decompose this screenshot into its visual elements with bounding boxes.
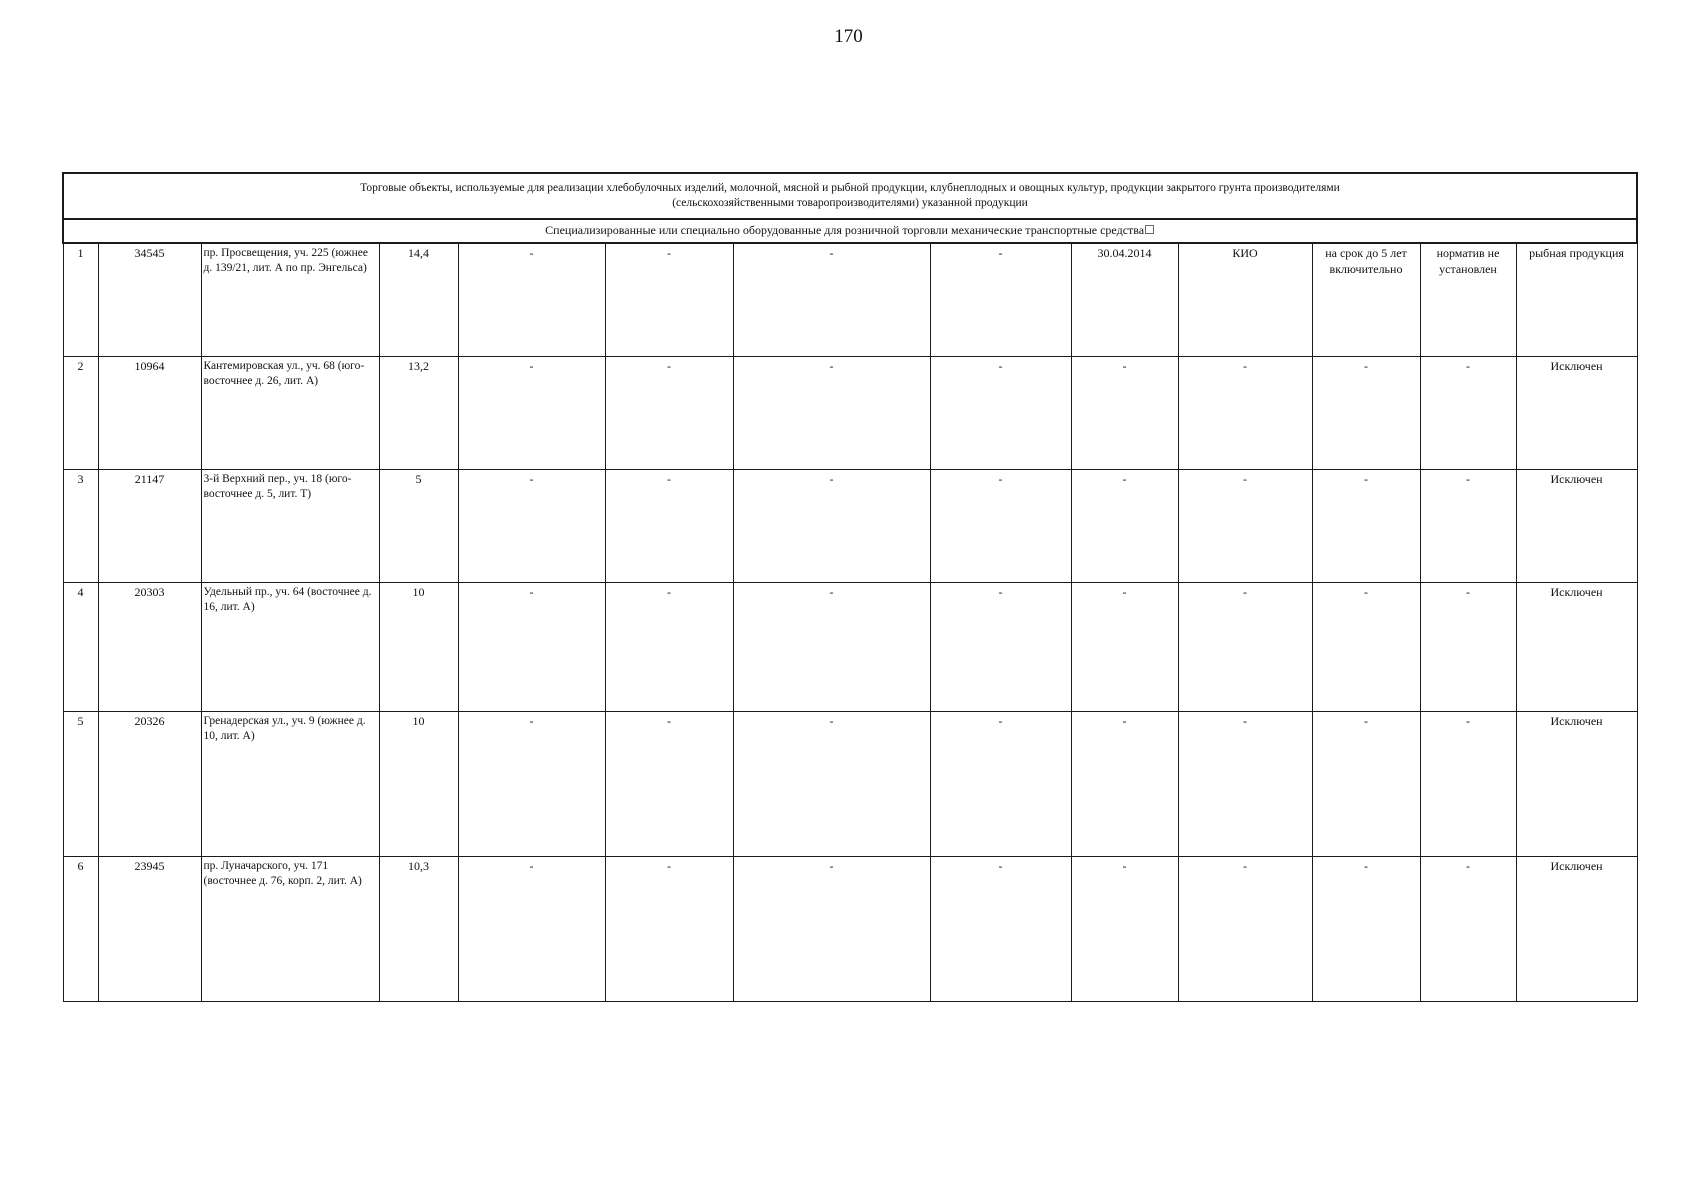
table-cell-date: -: [1071, 857, 1178, 1002]
table-title-row: [63, 173, 1637, 219]
object-address: Гренадерская ул., уч. 9 (южнее д. 10, лит. А): [201, 712, 379, 857]
table-row: [63, 583, 1637, 712]
row-number: 1: [63, 243, 98, 357]
table-cell-date: -: [1071, 583, 1178, 712]
table-cell-date: -: [1071, 712, 1178, 857]
object-address: пр. Просвещения, уч. 225 (южнее д. 139/21, лит. А по пр. Энгельса): [201, 243, 379, 357]
table-cell: -: [930, 243, 1071, 357]
table-title: Торговые объекты, используемые для реализации хлебобулочных изделий, молочной, мясной и рыбной продукции, клубнеплодных и овощных культур, продукции закрытого грунта производителями (сельскохозяйственными товаропроизводителями) указанной продукции: [63, 173, 1637, 219]
table-cell: -: [458, 357, 605, 470]
table-cell-norm: -: [1420, 357, 1516, 470]
object-id: 10964: [98, 357, 201, 470]
table-cell: -: [930, 712, 1071, 857]
row-number: 3: [63, 470, 98, 583]
object-address: Кантемировская ул., уч. 68 (юго-восточнее д. 26, лит. А): [201, 357, 379, 470]
object-area: 10: [379, 583, 458, 712]
object-address: 3-й Верхний пер., уч. 18 (юго-восточнее д. 5, лит. Т): [201, 470, 379, 583]
table-cell: -: [605, 583, 733, 712]
object-area: 5: [379, 470, 458, 583]
row-number: 5: [63, 712, 98, 857]
table-cell: -: [458, 243, 605, 357]
object-area: 10,3: [379, 857, 458, 1002]
table-cell-authority: -: [1178, 583, 1312, 712]
table-cell: -: [930, 583, 1071, 712]
table-cell-date: -: [1071, 357, 1178, 470]
object-area: 13,2: [379, 357, 458, 470]
object-id: 20303: [98, 583, 201, 712]
object-id: 34545: [98, 243, 201, 357]
table-cell-term: -: [1312, 357, 1420, 470]
table-cell: -: [930, 357, 1071, 470]
table-cell-norm: -: [1420, 712, 1516, 857]
table-cell-term: -: [1312, 470, 1420, 583]
table-row: [63, 712, 1637, 857]
page-number: 170: [834, 26, 863, 47]
table-subtitle: Специализированные или специально оборудованные для розничной торговли механические транспортные средства☐: [63, 219, 1637, 243]
table-cell: -: [930, 470, 1071, 583]
object-id: 20326: [98, 712, 201, 857]
table-cell: -: [458, 712, 605, 857]
table-cell-term: -: [1312, 857, 1420, 1002]
table-row: [63, 243, 1637, 357]
row-number: 2: [63, 357, 98, 470]
table-cell: -: [930, 857, 1071, 1002]
table-cell-specialization: Исключен: [1516, 857, 1637, 1002]
table-cell-term: на срок до 5 лет включительно: [1312, 243, 1420, 357]
table-cell-date: 30.04.2014: [1071, 243, 1178, 357]
table-cell: -: [605, 857, 733, 1002]
table-cell-authority: -: [1178, 712, 1312, 857]
table-cell-norm: -: [1420, 583, 1516, 712]
row-number: 6: [63, 857, 98, 1002]
table-cell: -: [605, 470, 733, 583]
table-cell: -: [733, 357, 930, 470]
table-cell-authority: -: [1178, 357, 1312, 470]
table-subtitle-row: [63, 219, 1637, 243]
table-cell-specialization: Исключен: [1516, 470, 1637, 583]
table-cell: -: [605, 357, 733, 470]
table-cell-date: -: [1071, 470, 1178, 583]
table-cell-term: -: [1312, 712, 1420, 857]
table-cell-term: -: [1312, 583, 1420, 712]
object-address: пр. Луначарского, уч. 171 (восточнее д. 76, корп. 2, лит. А): [201, 857, 379, 1002]
table-cell-specialization: рыбная продукция: [1516, 243, 1637, 357]
table-cell: -: [458, 857, 605, 1002]
object-id: 23945: [98, 857, 201, 1002]
table-cell: -: [605, 712, 733, 857]
table-cell: -: [733, 243, 930, 357]
table-cell-authority: КИО: [1178, 243, 1312, 357]
row-number: 4: [63, 583, 98, 712]
table-row: [63, 857, 1637, 1002]
table-cell-norm: -: [1420, 857, 1516, 1002]
table-cell-specialization: Исключен: [1516, 712, 1637, 857]
table-cell-authority: -: [1178, 857, 1312, 1002]
table-cell: -: [733, 470, 930, 583]
table-cell: -: [733, 583, 930, 712]
object-area: 14,4: [379, 243, 458, 357]
table-cell-norm: -: [1420, 470, 1516, 583]
table-cell: -: [733, 857, 930, 1002]
table-cell: -: [733, 712, 930, 857]
table-row: [63, 357, 1637, 470]
trade-objects-table: [62, 172, 1638, 1002]
table-cell: -: [605, 243, 733, 357]
table-cell-specialization: Исключен: [1516, 583, 1637, 712]
table-cell-specialization: Исключен: [1516, 357, 1637, 470]
table-cell: -: [458, 583, 605, 712]
object-address: Удельный пр., уч. 64 (восточнее д. 16, лит. А): [201, 583, 379, 712]
table-cell: -: [458, 470, 605, 583]
object-id: 21147: [98, 470, 201, 583]
object-area: 10: [379, 712, 458, 857]
table-row: [63, 470, 1637, 583]
table-cell-norm: норматив не установлен: [1420, 243, 1516, 357]
table-cell-authority: -: [1178, 470, 1312, 583]
